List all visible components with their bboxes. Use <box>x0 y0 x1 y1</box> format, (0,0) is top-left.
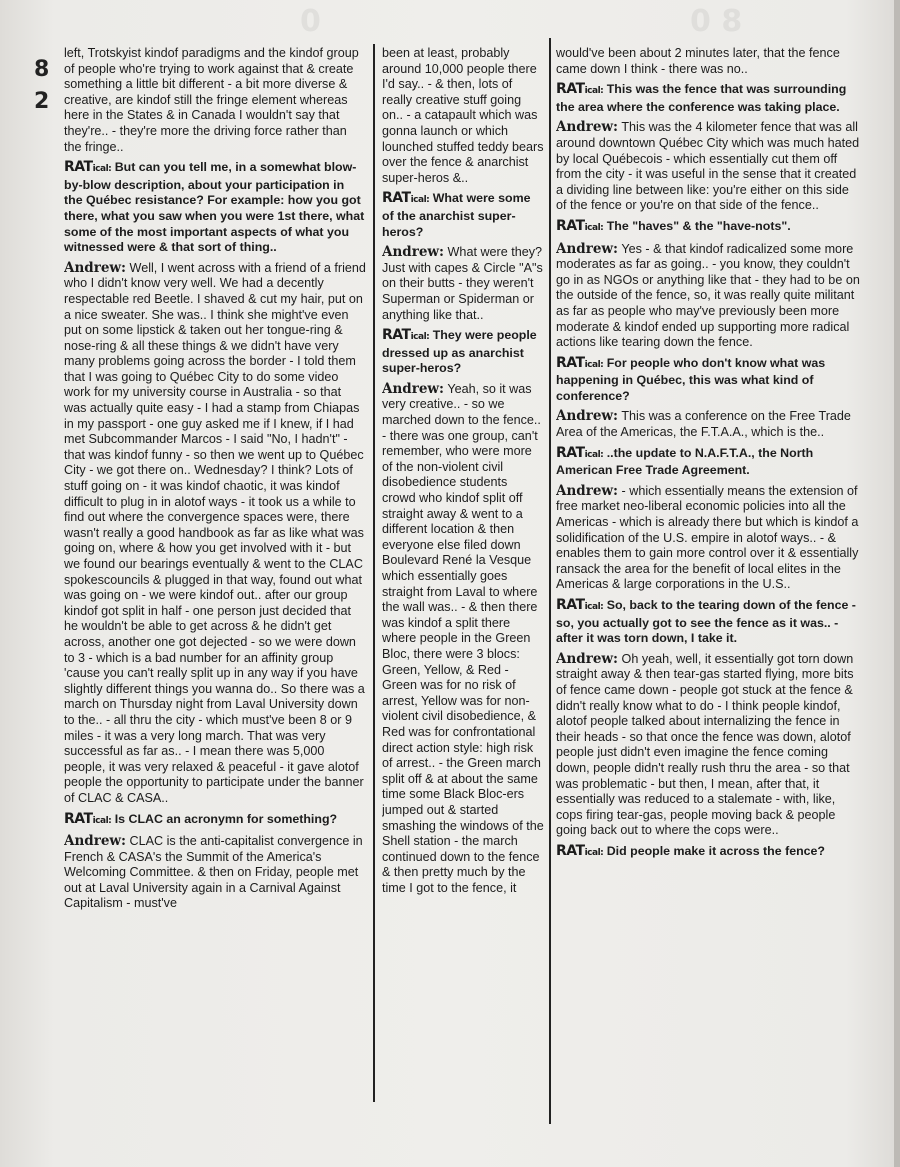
respondent-answer <box>382 46 544 186</box>
speaker-label-andrew: Andrew: <box>382 244 445 261</box>
paragraph-text: For people who don't know what was happening in Québec, this was what kind of conference? <box>556 355 826 403</box>
speaker-label-andrew: Andrew: <box>556 482 619 499</box>
speaker-label-ratical: RATical: <box>382 327 430 344</box>
respondent-answer <box>382 245 544 323</box>
paragraph-text: So, back to the tearing down of the fence - so, you actually got to see the fence as it was.. - after it was torn down, I take it. <box>556 598 856 646</box>
interviewer-question <box>556 446 862 479</box>
paragraph-text: left, Trotskyist kindof paradigms and the kindof group of people who're trying to work against that & create something a little bit different - a bit more diverse & creative, are kindof still the fringe element whereas here in the States & in Canada I wouldn't say that they're.. - they're more the driving force rather than the fringe.. <box>64 46 359 154</box>
interviewer-question <box>556 598 862 647</box>
speaker-label-ratical: RATical: <box>64 810 112 827</box>
speaker-label-ratical: RATical: <box>64 159 112 176</box>
respondent-answer <box>382 382 544 897</box>
column-3 <box>556 46 862 1106</box>
respondent-answer <box>556 242 862 351</box>
paragraph-text: Is CLAC an acronymn for something? <box>114 811 338 826</box>
paragraph-text: This was the fence that was surrounding the area where the conference was taking place. <box>556 82 847 114</box>
speaker-label-ratical: RATical: <box>556 597 604 613</box>
interviewer-question <box>556 844 862 862</box>
paragraph-text: The "haves" & the "have-nots". <box>606 218 791 233</box>
paragraph-text: CLAC is the anti-capitalist convergence in French & CASA's the Summit of the America's Welcoming Committee. & then on Friday, people met out at Laval University again in a Carnival Against Capitalism - must've <box>64 834 363 911</box>
paragraph-text: would've been about 2 minutes later, that the fence came down I think - there was no.. <box>556 46 840 76</box>
speaker-label-andrew: Andrew: <box>382 380 445 397</box>
speaker-label-andrew: Andrew: <box>556 240 619 257</box>
column-2 <box>382 46 544 1116</box>
paragraph-text: Yeah, so it was very creative.. - so we marched down to the fence.. - there was one group, can't remember, who were more of the non-violent civil disobedience students crowd who kindof split off straight away & went to a different location & then everyone else filed down Boulevard René la Vesque which essentially goes straight from Laval to where the wall was.. - & then there was kindof a split there where people in the Green Bloc, there were 3 blocs: Green, Yellow, & Red - Green was for no risk of arrest, Yellow was for non-violent civil disobedience, & Red was for confrontational direct action style: high risk of arrest.. - the Green march split off & at about the same time some Black Bloc-ers jumped out & started smashing the windows of the Shell station - the march continued down to the fence & then pretty much by the time I got to the fence, it <box>382 381 544 895</box>
speaker-label-ratical: RATical: <box>556 81 604 98</box>
interviewer-question <box>64 160 366 256</box>
paragraph-text: What were they? Just with capes & Circle "A"s on their butts - they weren't Superman or Spiderman or anything like that.. <box>382 245 543 322</box>
respondent-answer <box>556 652 862 839</box>
paragraph-text: Did people make it across the fence? <box>606 843 826 858</box>
respondent-answer <box>556 120 862 214</box>
interviewer-question <box>64 812 366 830</box>
column-divider <box>549 38 551 1124</box>
paragraph-text: Yes - & that kindof radicalized some more moderates as far as going.. - you know, they couldn't go in as NGOs or anything like that - they had to be on the outside of the fence, so, it was really quite militant as far as people who may've previously been more moderate & kindof ended up supporting more radical actions like tearing down the fence. <box>556 241 860 350</box>
speaker-label-andrew: Andrew: <box>556 408 619 425</box>
paragraph-text: What were some of the anarchist super-heros? <box>382 191 531 239</box>
speaker-label-ratical: RATical: <box>556 444 604 461</box>
speaker-label-ratical: RATical: <box>382 190 430 207</box>
speaker-label-ratical: RATical: <box>556 217 604 234</box>
paragraph-text: - which essentially means the extension of free market neo-liberal economic policies into all the Americas - which is already there but which is kindof a solidification of the U.S. empire in alotof ways.. - & enables them to gain more control over it & essentially ransack the area for the benefit of local elites in the Americas & large corporations in the U.S.. <box>556 483 859 592</box>
bleed-through-mark: 0 8 <box>690 4 743 39</box>
respondent-answer <box>64 261 366 807</box>
respondent-answer <box>556 409 862 440</box>
paragraph-text: Well, I went across with a friend of a friend who I didn't know very well. We had a decently respectable red Beetle. I shaved & cut my hair, put on a nice sweater. She was.. I think she might've even put on some lipstick & taken out her tongue-ring & nose-ring & all these things & we didn't have very many problems going across the border - I told them that I was going to Québec City to do some video work for my university course in Australia - so that was actually quite easy - I had a stamp from Chiapas in my passport - one guy asked me if I knew, if I had met Subcommander Marcos - I said "No, I hadn't" - that was kindof funny - so then we went up to Québec City - we got there on.. Wednesday? I think? Lots of stuff going on - it was kindof chaotic, it was kindof difficult to plug in in alotof ways - it took us a while to find out where the convergence spaces were, there wasn't really a good handbook as far as like what was going on, where & how you get involved with it - but we found our bearings eventually & went to the CLAC spokescouncils & plugged in that way, found out what was going on - we were kindof out.. after our group kindof got split in half - one person just decided that he wouldn't be able to get across & he didn't get across, another one got dejected - so we were down to 3 - which is a bad number for an affinity group 'cause you can't really split up in any way if you have slightly different things you wanna do.. So there was a march on Thursday night from Laval University down to the.. - all thru the city - which must've been 8 or 9 miles - it was a very long march. That was very successful as far as.. - I mean there was 5,000 people, it was very relaxed & peaceful - it gave alotof people the opportunity to participate under the banner of CLAC & CASA.. <box>64 260 366 805</box>
speaker-label-ratical: RATical: <box>556 354 604 371</box>
respondent-answer <box>556 484 862 593</box>
paragraph-text: been at least, probably around 10,000 people there I'd say.. - & then, lots of really creative stuff going on.. - a catapault which was gonna launch or which lounched stuffed teddy bears over the fence & anarchist super-heros &.. <box>382 46 544 185</box>
interviewer-question <box>556 219 862 237</box>
page-number-bottom: 2 <box>34 89 50 114</box>
page-number-top: 8 <box>34 57 50 82</box>
paragraph-text: But can you tell me, in a somewhat blow-by-blow description, about your participation in the Québec resistance? For example: how you got there, what you saw when you were 1st there, what some of the most important aspects of what you witnessed were & that sort of thing.. <box>64 160 365 255</box>
speaker-label-andrew: Andrew: <box>556 119 619 136</box>
respondent-answer <box>64 834 366 912</box>
paragraph-text: This was a conference on the Free Trade Area of the Americas, the F.T.A.A., which is the.. <box>556 409 851 440</box>
interviewer-question <box>556 82 862 115</box>
speaker-label-andrew: Andrew: <box>556 650 619 667</box>
paragraph-text: Oh yeah, well, it essentially got torn down straight away & then tear-gas started flying, more bits of fence came down - people got stuck at the fence & didn't really know what to do - I think people kindof, alotof people talked about internalizing the fence in their heads - so that once the fence was down, alotof people just didn't even imagine the fence coming down, people didn't really rush thru the area - so that was problematic - but then, I mean, after that, it essentially was reduced to a stalemate - with, like, cops firing tear-gas, people moving back & people going back out to where the cops were.. <box>556 651 854 838</box>
respondent-answer <box>556 46 862 77</box>
speaker-label-ratical: RATical: <box>556 842 604 859</box>
paragraph-text: They were people dressed up as anarchist super-heros? <box>382 328 537 376</box>
column-divider <box>373 44 375 1102</box>
paragraph-text: This was the 4 kilometer fence that was all around downtown Québec City which was much hated by local Québecois - which essentially cut them off from the city - it was useful in the sense that it created a dividing line between like: you're either on this side of the fence or you're on that side of the fence.. <box>556 120 860 213</box>
paragraph-text: ..the update to N.A.F.T.A., the North American Free Trade Agreement. <box>556 445 814 478</box>
respondent-answer <box>64 46 366 155</box>
interviewer-question <box>556 356 862 405</box>
interviewer-question <box>382 191 544 240</box>
column-1 <box>64 46 366 1136</box>
bleed-through-mark: 0 <box>300 4 321 39</box>
speaker-label-andrew: Andrew: <box>64 259 127 276</box>
speaker-label-andrew: Andrew: <box>64 833 127 850</box>
interviewer-question <box>382 328 544 377</box>
page-edge <box>894 0 900 1167</box>
